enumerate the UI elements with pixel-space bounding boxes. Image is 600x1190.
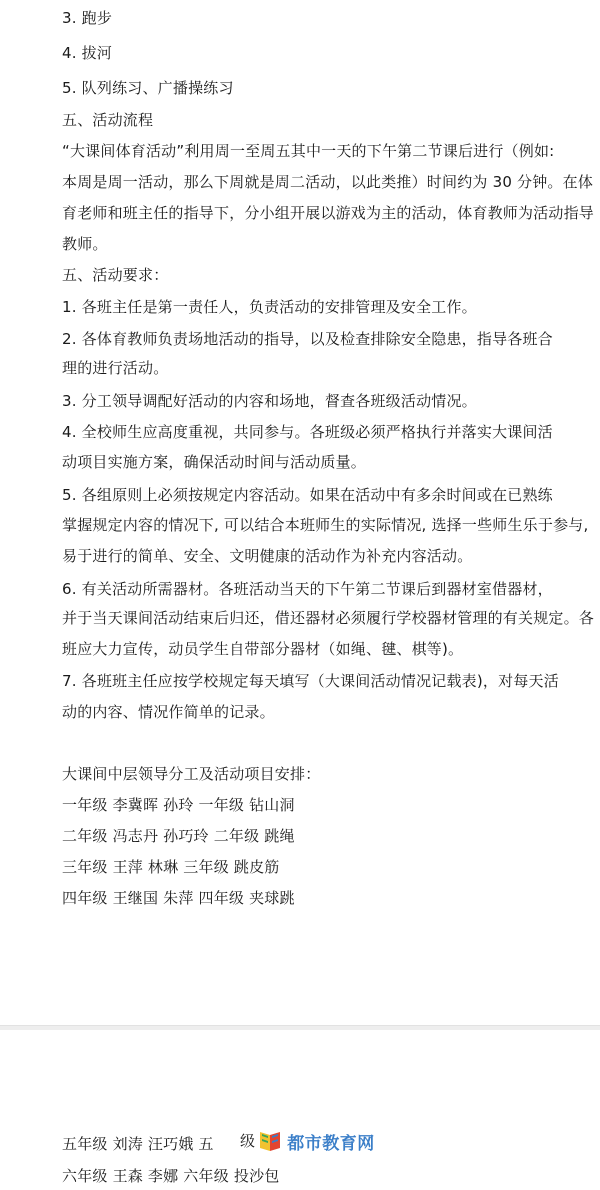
assignment-row: 三年级 王萍 林琳 三年级 跳皮筋 [62, 858, 280, 876]
text-line: 动项目实施方案，确保活动时间与活动质量。 [62, 453, 367, 471]
text-line: 3. 分工领导调配好活动的内容和场地，督查各班级活动情况。 [62, 392, 477, 410]
assignment-row: 四年级 王继国 朱萍 四年级 夹球跳 [62, 889, 295, 907]
text-line: 本周是周一活动，那么下周就是周二活动，以此类推）时间约为 30 分钟。在体 [62, 173, 594, 191]
document-page-2 [0, 1030, 600, 1190]
text-line: 并于当天课间活动结束后归还，借还器材必须履行学校器材管理的有关规定。各 [62, 609, 595, 627]
section-heading: 五、活动要求： [62, 266, 169, 284]
text-line: 4. 拔河 [62, 44, 113, 62]
watermark-logo [240, 1128, 375, 1154]
text-line: 理的进行活动。 [62, 359, 169, 377]
assignment-row: 五年级 刘涛 汪巧娥 五 [62, 1135, 214, 1153]
watermark-text: 都市教育网 [287, 1133, 375, 1154]
text-line: 2. 各体育教师负责场地活动的指导，以及检查排除安全隐患，指导各班合 [62, 330, 553, 348]
assignment-row: 二年级 冯志丹 孙巧玲 二年级 跳绳 [62, 827, 295, 845]
watermark-covered-text: 级 [240, 1132, 256, 1150]
section-heading: 五、活动流程 [62, 111, 154, 129]
text-line: 3. 跑步 [62, 9, 113, 27]
text-line: 5. 队列练习、广播操练习 [62, 79, 234, 97]
text-line: 5. 各组原则上必须按规定内容活动。如果在活动中有多余时间或在已熟练 [62, 486, 553, 504]
text-line: 教师。 [62, 235, 108, 253]
assignment-row: 一年级 李冀晖 孙玲 一年级 钻山洞 [62, 796, 295, 814]
text-line: 掌握规定内容的情况下, 可以结合本班师生的实际情况, 选择一些师生乐于参与, [62, 516, 589, 534]
text-line: 7. 各班班主任应按学校规定每天填写（大课间活动情况记载表)，对每天活 [62, 672, 559, 690]
book-icon [257, 1129, 283, 1153]
section-heading: 大课间中层领导分工及活动项目安排： [62, 765, 321, 783]
text-line: 易于进行的简单、安全、文明健康的活动作为补充内容活动。 [62, 547, 473, 565]
text-line: 动的内容、情况作简单的记录。 [62, 703, 275, 721]
text-line: 1. 各班主任是第一责任人，负责活动的安排管理及安全工作。 [62, 298, 477, 316]
assignment-row: 六年级 王森 李娜 六年级 投沙包 [62, 1167, 280, 1185]
text-line: 6. 有关活动所需器材。各班活动当天的下午第二节课后到器材室借器材， [62, 580, 553, 598]
text-line: 4. 全校师生应高度重视，共同参与。各班级必须严格执行并落实大课间活 [62, 423, 553, 441]
text-line: “大课间体育活动”利用周一至周五其中一天的下午第二节课后进行（例如: [62, 142, 555, 160]
text-line: 育老师和班主任的指导下，分小组开展以游戏为主的活动，体育教师为活动指导 [62, 204, 595, 222]
text-line: 班应大力宣传，动员学生自带部分器材（如绳、毽、棋等)。 [62, 640, 464, 658]
